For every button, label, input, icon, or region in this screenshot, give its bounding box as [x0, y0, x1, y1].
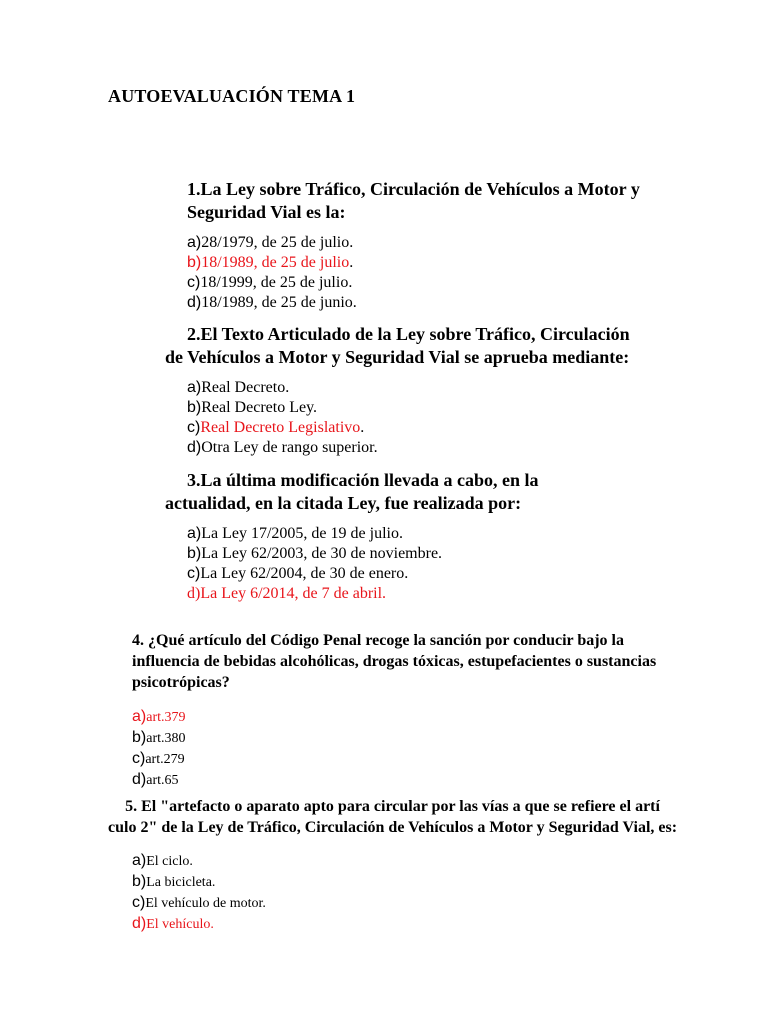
question-3-text: [165, 469, 539, 515]
option-d: [187, 584, 539, 604]
option-letter: d): [187, 439, 202, 456]
question-4: [132, 630, 656, 791]
option-a: [132, 851, 677, 872]
options-list: [165, 524, 539, 604]
option-letter: d): [132, 771, 147, 788]
option-text: El vehículo.: [146, 917, 214, 932]
option-text: Otra Ley de rango superior.: [201, 439, 378, 456]
option-text: 18/1999, de 25 de julio.: [200, 274, 353, 291]
option-letter: b): [187, 254, 202, 271]
option-d: [187, 438, 630, 458]
option-letter: d): [187, 294, 202, 311]
question-number: 5.: [125, 798, 138, 815]
option-c: [187, 564, 539, 584]
question-number: 2.: [187, 324, 201, 344]
option-tail: .: [360, 419, 365, 436]
question-line: influencia de bebidas alcohólicas, drogas tóxicas, estupefacientes o sustancias: [132, 653, 657, 670]
option-letter: b): [187, 399, 202, 416]
option-d: [187, 293, 640, 313]
option-letter: c): [132, 750, 146, 767]
option-letter: a): [187, 525, 202, 542]
question-line: actualidad, en la citada Ley, fue realizada por:: [165, 493, 522, 513]
question-line: ¿Qué artículo del Código Penal recoge la sanción por conducir bajo la: [148, 632, 624, 649]
option-letter: a): [187, 234, 202, 251]
option-d: [132, 770, 656, 791]
option-a: [187, 378, 630, 398]
question-number: 4.: [132, 632, 144, 649]
option-text: El ciclo.: [146, 854, 193, 869]
option-c: [187, 418, 630, 438]
question-number: 1.: [187, 179, 201, 199]
option-text: art.279: [145, 752, 185, 767]
option-text: art.379: [146, 710, 186, 725]
option-letter: a): [132, 708, 147, 725]
question-line: psicotrópicas?: [132, 674, 230, 691]
question-line: La última modificación llevada a cabo, en la: [200, 470, 539, 490]
option-b: [132, 872, 677, 893]
option-a: [132, 707, 656, 728]
option-letter: c): [132, 894, 146, 911]
option-text: art.380: [146, 731, 186, 746]
option-text: La Ley 17/2005, de 19 de julio.: [201, 525, 403, 542]
option-text: art.65: [146, 773, 179, 788]
question-5: [108, 796, 677, 935]
option-b: [132, 728, 656, 749]
option-letter: b): [132, 873, 147, 890]
options-list: [165, 378, 630, 458]
options-list: [108, 851, 677, 935]
option-letter: a): [187, 379, 202, 396]
page-title: AUTOEVALUACIÓN TEMA 1: [108, 86, 356, 106]
option-text: La bicicleta.: [146, 875, 216, 890]
option-b: [187, 253, 640, 273]
option-c: [132, 893, 677, 914]
option-letter: b): [187, 545, 202, 562]
question-3: [165, 469, 539, 604]
option-d: [132, 914, 677, 935]
question-2: [165, 323, 630, 458]
option-text: Real Decreto Ley.: [201, 399, 318, 416]
option-text: Real Decreto Legislativo: [200, 419, 361, 436]
option-b: [187, 398, 630, 418]
option-c: [187, 273, 640, 293]
question-4-text: [132, 630, 656, 693]
option-tail: .: [349, 254, 354, 271]
option-text: 28/1979, de 25 de julio.: [201, 234, 354, 251]
option-text: El vehículo de motor.: [145, 896, 266, 911]
question-line: El Texto Articulado de la Ley sobre Tráfico, Circulación: [200, 324, 630, 344]
option-letter: c): [187, 419, 201, 436]
options-list: [187, 233, 640, 313]
option-a: [187, 524, 539, 544]
question-2-text: [165, 323, 630, 369]
option-letter: a): [132, 852, 147, 869]
option-b: [187, 544, 539, 564]
question-line: La Ley sobre Tráfico, Circulación de Vehículos a Motor y: [200, 179, 640, 199]
option-text: La Ley 6/2014, de 7 de abril.: [200, 585, 387, 602]
option-letter: b): [132, 729, 147, 746]
option-text: 18/1989, de 25 de junio.: [201, 294, 357, 311]
option-text: Real Decreto.: [201, 379, 290, 396]
option-letter: d): [187, 585, 201, 602]
question-line: El "artefacto o aparato apto para circular por las vías a que se refiere el artí: [141, 798, 660, 815]
question-1: [187, 178, 640, 313]
question-1-text: [187, 178, 640, 224]
option-a: [187, 233, 640, 253]
question-5-text: [108, 796, 677, 838]
option-letter: d): [132, 915, 147, 932]
option-letter: c): [187, 274, 201, 291]
question-line: Seguridad Vial es la:: [187, 202, 346, 222]
option-text: 18/1989, de 25 de julio: [201, 254, 350, 271]
question-number: 3.: [187, 470, 201, 490]
question-line: de Vehículos a Motor y Seguridad Vial se aprueba mediante:: [165, 347, 630, 367]
option-text: La Ley 62/2003, de 30 de noviembre.: [201, 545, 443, 562]
options-list: [132, 707, 656, 791]
option-text: La Ley 62/2004, de 30 de enero.: [200, 565, 409, 582]
question-line: culo 2" de la Ley de Tráfico, Circulación de Vehículos a Motor y Seguridad Vial, es:: [108, 819, 678, 836]
option-letter: c): [187, 565, 201, 582]
option-c: [132, 749, 656, 770]
